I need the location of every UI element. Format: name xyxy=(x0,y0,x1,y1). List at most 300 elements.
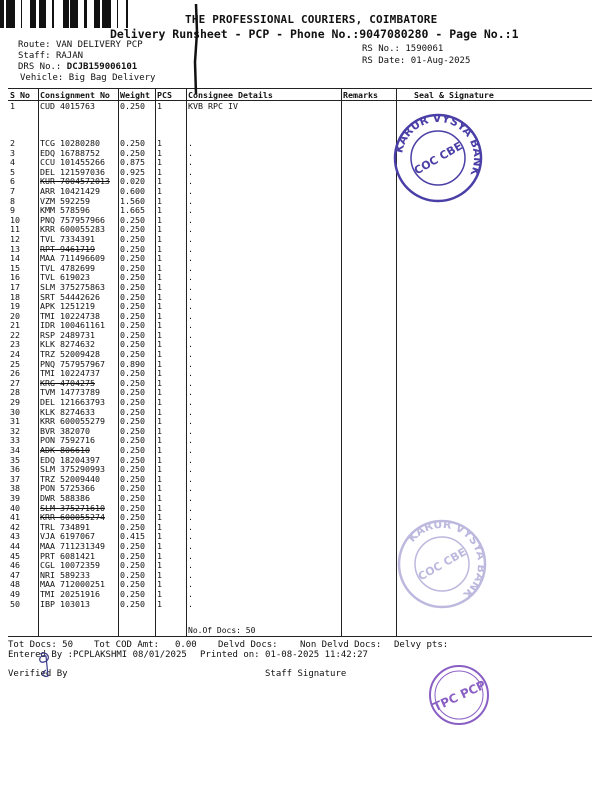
cell-sno: 22 xyxy=(10,330,20,340)
bank-stamp-top xyxy=(392,112,484,204)
cell-weight: 0.250 xyxy=(120,234,145,244)
cell-seal xyxy=(396,494,592,504)
cell-remarks xyxy=(341,484,396,494)
cell-consignment: TVL 7334391 xyxy=(40,234,95,244)
cell-sno: 32 xyxy=(10,426,20,436)
cell-remarks xyxy=(341,273,396,283)
cell-sno: 3 xyxy=(10,148,15,158)
table-body xyxy=(8,101,592,610)
svg-text:COC CBE: COC CBE xyxy=(415,545,469,584)
cell-sno: 28 xyxy=(10,388,20,398)
cell-weight: 0.250 xyxy=(120,148,145,158)
cell-consignee: . xyxy=(188,148,193,158)
cell-consignment: TMI 20251916 xyxy=(40,589,100,599)
cell-consignment: MAA 711496609 xyxy=(40,254,105,264)
cell-consignee: . xyxy=(188,244,193,254)
cell-pcs: 1 xyxy=(157,436,162,446)
cell-pcs: 1 xyxy=(157,148,162,158)
cell-consignee: . xyxy=(188,167,193,177)
delvy-pts: Delvy pts: xyxy=(394,640,449,650)
bank-stamp-bottom xyxy=(396,518,488,610)
cell-weight: 0.250 xyxy=(120,599,145,609)
cell-consignment: KMM 578596 xyxy=(40,206,90,216)
table-row xyxy=(8,542,592,552)
table-row xyxy=(8,264,592,274)
barcode-bar xyxy=(70,0,72,28)
cell-consignee: . xyxy=(188,330,193,340)
cell-consignee: . xyxy=(188,455,193,465)
cell-remarks xyxy=(341,340,396,350)
barcode-bar xyxy=(42,0,45,28)
tot-cod-label: Tot COD Amt: xyxy=(94,640,160,650)
table-row xyxy=(8,360,592,370)
printed-on: Printed on: 01-08-2025 11:42:27 xyxy=(200,650,368,660)
cell-consignment: PON 7592716 xyxy=(40,436,95,446)
tpc-stamp xyxy=(428,664,490,726)
cell-weight: 0.250 xyxy=(120,378,145,388)
cell-consignment: DEL 121663793 xyxy=(40,398,105,408)
table-row xyxy=(8,417,592,427)
cell-sno: 34 xyxy=(10,446,20,455)
cell-weight: 0.250 xyxy=(120,282,145,292)
table-row xyxy=(8,523,592,533)
company-name: THE PROFESSIONAL COURIERS, COIMBATORE xyxy=(185,13,438,26)
cell-seal xyxy=(396,293,592,303)
cell-seal xyxy=(396,504,592,514)
cell-seal xyxy=(396,360,592,370)
cell-seal xyxy=(396,245,592,255)
cell-pcs: 1 xyxy=(157,580,162,590)
cell-consignee: . xyxy=(188,551,193,561)
cell-weight: 0.250 xyxy=(120,465,145,475)
cell-consignment: TCG 10280280 xyxy=(40,139,100,148)
table-row xyxy=(8,580,592,590)
table-row xyxy=(8,436,592,446)
cell-consignment: RSP 2489731 xyxy=(40,330,95,340)
grid-line xyxy=(155,88,156,636)
cell-sno: 19 xyxy=(10,302,20,312)
cell-remarks xyxy=(341,561,396,571)
cell-remarks xyxy=(341,580,396,590)
cell-weight: 0.250 xyxy=(120,493,145,503)
cell-seal xyxy=(396,350,592,360)
no-of-docs: No.Of Docs: 50 xyxy=(188,626,256,635)
table-row xyxy=(8,225,592,235)
cell-remarks xyxy=(341,293,396,303)
cell-pcs: 1 xyxy=(157,359,162,369)
barcode-bar xyxy=(99,0,100,28)
cell-consignment: MAA 711231349 xyxy=(40,541,105,551)
cell-seal xyxy=(396,254,592,264)
cell-pcs: 1 xyxy=(157,561,162,571)
cell-remarks xyxy=(341,283,396,293)
cell-sno: 4 xyxy=(10,158,15,168)
cell-remarks xyxy=(341,417,396,427)
cell-seal xyxy=(396,465,592,475)
barcode-bar xyxy=(3,0,4,28)
barcode-bar xyxy=(72,0,75,28)
cell-consignee: . xyxy=(188,321,193,331)
cell-pcs: 1 xyxy=(157,244,162,254)
cell-remarks xyxy=(341,590,396,600)
table-row xyxy=(8,456,592,466)
cell-remarks xyxy=(341,456,396,466)
cell-consignment: NRI 589233 xyxy=(40,570,90,580)
barcode-bar xyxy=(126,0,128,28)
cell-weight: 0.600 xyxy=(120,186,145,196)
table-row xyxy=(8,254,592,264)
cell-sno: 25 xyxy=(10,359,20,369)
handwritten-signature xyxy=(30,648,70,680)
cell-remarks xyxy=(341,379,396,389)
cell-weight: 0.250 xyxy=(120,101,145,111)
cell-consignee: . xyxy=(188,139,193,148)
cell-seal xyxy=(396,484,592,494)
staff-line: Staff: RAJAN xyxy=(18,51,84,61)
cell-remarks xyxy=(341,149,396,159)
cell-sno: 29 xyxy=(10,398,20,408)
cell-sno: 39 xyxy=(10,493,20,503)
grid-line xyxy=(186,88,187,636)
cell-remarks xyxy=(341,369,396,379)
cell-consignee: . xyxy=(188,484,193,494)
delvd-docs: Delvd Docs: xyxy=(218,640,278,650)
cell-sno: 50 xyxy=(10,599,20,609)
barcode-bar xyxy=(84,0,87,28)
cell-remarks xyxy=(341,398,396,408)
cell-seal xyxy=(396,312,592,322)
cell-consignment: MAA 712000251 xyxy=(40,580,105,590)
cell-consignment: DEL 121597036 xyxy=(40,167,105,177)
table-row xyxy=(8,216,592,226)
cell-pcs: 1 xyxy=(157,177,162,187)
cell-consignment: VJA 6197067 xyxy=(40,532,95,542)
cell-seal xyxy=(396,369,592,379)
cell-pcs: 1 xyxy=(157,263,162,273)
cell-pcs: 1 xyxy=(157,589,162,599)
table-row xyxy=(8,206,592,216)
cell-consignee: . xyxy=(188,541,193,551)
cell-pcs: 1 xyxy=(157,206,162,216)
cell-weight: 0.250 xyxy=(120,426,145,436)
verified-by: Verified By xyxy=(8,669,68,679)
cell-remarks xyxy=(341,446,396,456)
cell-weight: 0.250 xyxy=(120,474,145,484)
cell-weight: 0.250 xyxy=(120,215,145,225)
cell-sno: 9 xyxy=(10,206,15,216)
cell-sno: 5 xyxy=(10,167,15,177)
cell-consignee: . xyxy=(188,206,193,216)
cell-consignee: . xyxy=(188,369,193,379)
cell-seal xyxy=(396,206,592,216)
cell-seal xyxy=(396,456,592,466)
table-row xyxy=(8,245,592,255)
cell-consignee: . xyxy=(188,359,193,369)
cell-consignment: APK 1251219 xyxy=(40,302,95,312)
cell-sno: 7 xyxy=(10,186,15,196)
route-line: Route: VAN DELIVERY PCP xyxy=(18,40,143,50)
cell-sno: 13 xyxy=(10,244,20,254)
cell-consignee: . xyxy=(188,522,193,532)
cell-weight: 0.415 xyxy=(120,532,145,542)
table-row xyxy=(8,149,592,159)
cell-sno: 24 xyxy=(10,350,20,360)
barcode-bar xyxy=(21,0,22,28)
cell-remarks xyxy=(341,264,396,274)
cell-pcs: 1 xyxy=(157,101,162,111)
cell-consignee: . xyxy=(188,350,193,360)
cell-sno: 41 xyxy=(10,513,20,523)
barcode-bar xyxy=(9,0,10,28)
cell-seal xyxy=(396,388,592,398)
cell-weight: 0.250 xyxy=(120,589,145,599)
cell-pcs: 1 xyxy=(157,570,162,580)
cell-pcs: 1 xyxy=(157,350,162,360)
cell-remarks xyxy=(341,427,396,437)
cell-consignee: . xyxy=(188,503,193,513)
cell-weight: 0.250 xyxy=(120,350,145,360)
runsheet-table xyxy=(8,88,592,609)
cell-seal xyxy=(396,273,592,283)
col-pcs: PCS xyxy=(155,89,186,101)
tot-cod-value: 0.00 xyxy=(175,640,197,650)
cell-seal xyxy=(396,216,592,226)
cell-consignment: ARR 10421429 xyxy=(40,186,100,196)
table-row xyxy=(8,312,592,322)
table-row xyxy=(8,513,592,523)
cell-weight: 0.250 xyxy=(120,225,145,235)
cell-pcs: 1 xyxy=(157,302,162,312)
table-row xyxy=(8,350,592,360)
cell-weight: 0.250 xyxy=(120,417,145,427)
cell-consignment: CGL 10072359 xyxy=(40,561,100,571)
svg-text:TPC PCP: TPC PCP xyxy=(430,677,488,715)
cell-pcs: 1 xyxy=(157,273,162,283)
cell-weight: 0.250 xyxy=(120,330,145,340)
barcode-bar xyxy=(30,0,33,28)
cell-weight: 0.250 xyxy=(120,292,145,302)
cell-remarks xyxy=(341,388,396,398)
cell-seal xyxy=(396,331,592,341)
cell-pcs: 1 xyxy=(157,503,162,513)
cell-sno: 33 xyxy=(10,436,20,446)
table-bottom-rule xyxy=(8,636,592,637)
cell-consignment: IDR 100461161 xyxy=(40,321,105,331)
cell-remarks xyxy=(341,523,396,533)
table-row xyxy=(8,187,592,197)
cell-consignment: KRR 600055283 xyxy=(40,225,105,235)
rs-date-line: RS Date: 01-Aug-2025 xyxy=(362,56,471,66)
table-row xyxy=(8,504,592,514)
cell-weight: 0.250 xyxy=(120,139,145,148)
cell-pcs: 1 xyxy=(157,465,162,475)
cell-weight: 0.250 xyxy=(120,522,145,532)
table-row xyxy=(8,532,592,542)
cell-consignee: . xyxy=(188,254,193,264)
cell-sno: 26 xyxy=(10,369,20,379)
cell-consignee: . xyxy=(188,158,193,168)
cell-pcs: 1 xyxy=(157,398,162,408)
cell-remarks xyxy=(341,235,396,245)
cell-consignee: . xyxy=(188,263,193,273)
barcode-bar xyxy=(33,0,34,28)
cell-consignment: PRT 6081421 xyxy=(40,551,95,561)
cell-consignee: . xyxy=(188,177,193,187)
table-row xyxy=(8,590,592,600)
barcode-bar xyxy=(75,0,76,28)
table-row xyxy=(8,321,592,331)
cell-sno: 21 xyxy=(10,321,20,331)
barcode-bar xyxy=(63,0,64,28)
cell-consignee: . xyxy=(188,186,193,196)
cell-sno: 2 xyxy=(10,139,15,148)
table-row xyxy=(8,331,592,341)
barcode-bar xyxy=(66,0,69,28)
non-delvd-docs: Non Delvd Docs: xyxy=(300,640,382,650)
table-header-row xyxy=(8,89,592,101)
cell-remarks xyxy=(341,408,396,418)
cell-seal xyxy=(396,321,592,331)
cell-weight: 0.250 xyxy=(120,254,145,264)
cell-consignee: . xyxy=(188,561,193,571)
cell-pcs: 1 xyxy=(157,417,162,427)
cell-remarks xyxy=(341,139,396,149)
vehicle-line: Vehicle: Big Bag Delivery xyxy=(20,73,156,83)
cell-weight: 0.250 xyxy=(120,263,145,273)
barcode-bar xyxy=(39,0,40,28)
cell-weight: 0.250 xyxy=(120,484,145,494)
table-row xyxy=(8,273,592,283)
cell-sno: 23 xyxy=(10,340,20,350)
cell-seal xyxy=(396,302,592,312)
cell-consignee: . xyxy=(188,426,193,436)
cell-sno: 16 xyxy=(10,273,20,283)
cell-consignment: IBP 103013 xyxy=(40,599,90,609)
cell-consignee: . xyxy=(188,465,193,475)
cell-remarks xyxy=(341,158,396,168)
cell-consignment: EDQ 16788752 xyxy=(40,148,100,158)
barcode-bar xyxy=(0,0,3,28)
cell-consignment: KRR 600055274 xyxy=(40,513,105,523)
col-sno: S No xyxy=(8,89,38,101)
cell-consignment: TMI 10224738 xyxy=(40,311,100,321)
cell-remarks xyxy=(341,321,396,331)
cell-consignee: . xyxy=(188,292,193,302)
cell-consignee: . xyxy=(188,311,193,321)
table-row xyxy=(8,177,592,187)
cell-sno: 44 xyxy=(10,541,20,551)
cell-weight: 0.925 xyxy=(120,167,145,177)
cell-sno: 8 xyxy=(10,196,15,206)
cell-weight: 0.250 xyxy=(120,321,145,331)
cell-weight: 1.665 xyxy=(120,206,145,216)
barcode-bar xyxy=(102,0,105,28)
table-row xyxy=(8,139,592,149)
cell-consignee: . xyxy=(188,196,193,206)
entered-by: Entered By :PCPLAKSHMI 08/01/2025 xyxy=(8,650,187,660)
cell-sno: 37 xyxy=(10,474,20,484)
col-seal: Seal & Signature xyxy=(396,89,592,101)
cell-remarks xyxy=(341,254,396,264)
table-row xyxy=(8,101,592,140)
cell-sno: 45 xyxy=(10,551,20,561)
cell-consignment: EDQ 18204397 xyxy=(40,455,100,465)
cell-consignment: TVL 619023 xyxy=(40,273,90,283)
cell-pcs: 1 xyxy=(157,532,162,542)
cell-weight: 0.890 xyxy=(120,359,145,369)
cell-remarks xyxy=(341,360,396,370)
cell-remarks xyxy=(341,302,396,312)
cell-remarks xyxy=(341,465,396,475)
cell-pcs: 1 xyxy=(157,541,162,551)
barcode-bar xyxy=(40,0,42,28)
cell-seal xyxy=(396,427,592,437)
cell-sno: 31 xyxy=(10,417,20,427)
barcode-bar xyxy=(45,0,46,28)
cell-weight: 0.875 xyxy=(120,158,145,168)
cell-sno: 20 xyxy=(10,311,20,321)
cell-sno: 42 xyxy=(10,522,20,532)
runsheet-title: Delivery Runsheet - PCP - Phone No.:9047080280 - Page No.:1 xyxy=(110,27,519,41)
cell-weight: 0.250 xyxy=(120,302,145,312)
cell-seal xyxy=(396,436,592,446)
cell-weight: 1.560 xyxy=(120,196,145,206)
cell-consignee: . xyxy=(188,388,193,398)
cell-sno: 17 xyxy=(10,282,20,292)
cell-weight: 0.250 xyxy=(120,436,145,446)
cell-consignee: . xyxy=(188,493,193,503)
cell-sno: 48 xyxy=(10,580,20,590)
svg-text:COC CBE: COC CBE xyxy=(411,139,465,178)
barcode-bar xyxy=(105,0,106,28)
cell-seal xyxy=(396,340,592,350)
cell-weight: 0.250 xyxy=(120,513,145,523)
cell-pcs: 1 xyxy=(157,282,162,292)
cell-pcs: 1 xyxy=(157,186,162,196)
barcode-bar xyxy=(64,0,66,28)
table-row xyxy=(8,600,592,610)
table-row xyxy=(8,197,592,207)
cell-remarks xyxy=(341,177,396,187)
table-row xyxy=(8,398,592,408)
cell-remarks xyxy=(341,187,396,197)
cell-consignment: SRT 54442626 xyxy=(40,292,100,302)
cell-pcs: 1 xyxy=(157,215,162,225)
cell-pcs: 1 xyxy=(157,311,162,321)
barcode-bar xyxy=(34,0,36,28)
cell-seal xyxy=(396,417,592,427)
table-row xyxy=(8,235,592,245)
cell-consignment: TRZ 52009440 xyxy=(40,474,100,484)
cell-sno: 49 xyxy=(10,589,20,599)
cell-remarks xyxy=(341,513,396,523)
cell-consignee: . xyxy=(188,302,193,312)
cell-sno: 18 xyxy=(10,292,20,302)
barcode-bar xyxy=(6,0,9,28)
cell-consignment: TRZ 52009428 xyxy=(40,350,100,360)
cell-weight: 0.250 xyxy=(120,388,145,398)
cell-consignment: KRR 600055279 xyxy=(40,417,105,427)
cell-consignment: PON 5725366 xyxy=(40,484,95,494)
cell-consignee: . xyxy=(188,580,193,590)
cell-consignment: TVL 4782699 xyxy=(40,263,95,273)
cell-seal xyxy=(396,235,592,245)
drs-line: DRS No.: DCJB159006101 xyxy=(18,62,138,72)
cell-seal xyxy=(396,446,592,456)
cell-consignment: KUR 7004572013 xyxy=(40,177,110,187)
table-row xyxy=(8,446,592,456)
table-row xyxy=(8,158,592,168)
